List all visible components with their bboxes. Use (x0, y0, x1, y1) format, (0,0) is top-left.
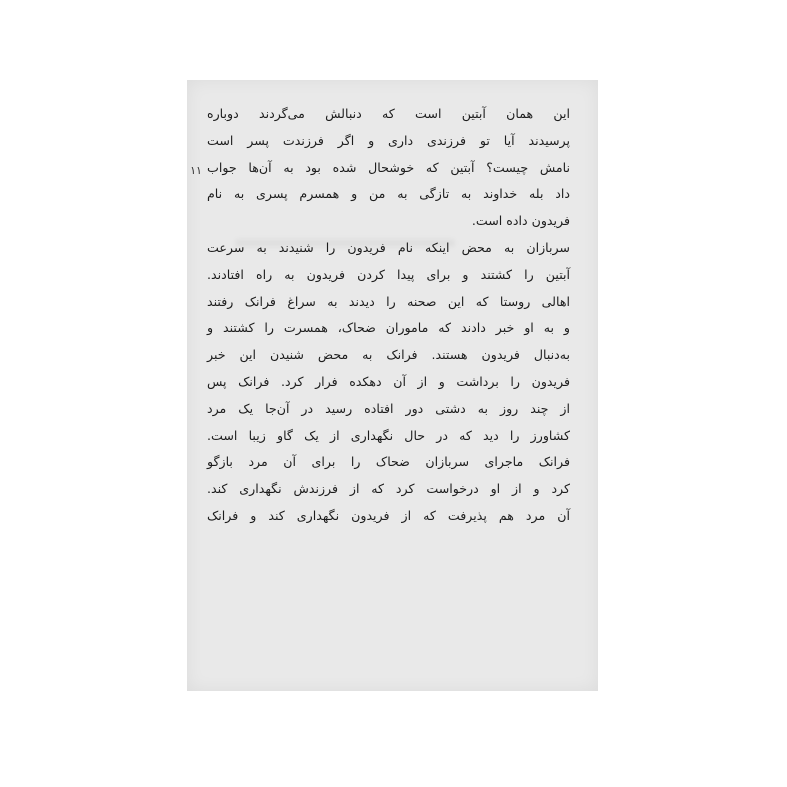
text-line: کرد و از او درخواست کرد که از فرزندش نگهداری کند. (207, 481, 570, 497)
text-line: نامش چیست؟ آبتین که خوشحال شده بود به آن‌ها جواب (207, 159, 570, 175)
text-line: به‌دنبال فریدون هستند. فرانک به محض شنیدن این خبر (207, 347, 570, 363)
book-page (187, 80, 598, 691)
text-line: این همان آبتین است که دنبالش می‌گردند دوباره (207, 106, 570, 121)
text-line: آن مرد هم پذیرفت که از فریدون نگهداری کند و فرانک (207, 507, 570, 523)
text-line: فریدون داده است. (471, 213, 570, 229)
text-line: داد بله خداوند به تازگی به من و همسرم پسری به نام (207, 186, 570, 202)
text-line: پرسیدند آیا تو فرزندی داری و اگر فرزندت پسر است (207, 132, 570, 148)
text-line: فریدون را برداشت و از آن دهکده فرار کرد. فرانک پس (207, 373, 570, 389)
text-line: آبتین را کشتند و برای پیدا کردن فریدون به راه افتادند. (207, 266, 570, 282)
text-line: کشاورز را دید که در حال نگهداری از یک گاو زیبا است. (207, 427, 570, 443)
text-line: و به او خبر دادند که ماموران ضحاک، همسرت را کشتند و (207, 320, 570, 336)
text-line: فرانک ماجرای سربازان ضحاک را برای آن مرد بازگو (207, 454, 570, 470)
text-line: از چند روز به دشتی دور افتاده رسید در آن‌جا یک مرد (207, 400, 570, 416)
text-line: سربازان به محض اینکه نام فریدون را شنیدند به سرعت (207, 239, 570, 255)
text-line: اهالی روستا که این صحنه را دیدند به سراغ فرانک رفتند (207, 293, 570, 309)
body-text (207, 101, 570, 530)
page-number: ۱۱ (190, 164, 202, 177)
